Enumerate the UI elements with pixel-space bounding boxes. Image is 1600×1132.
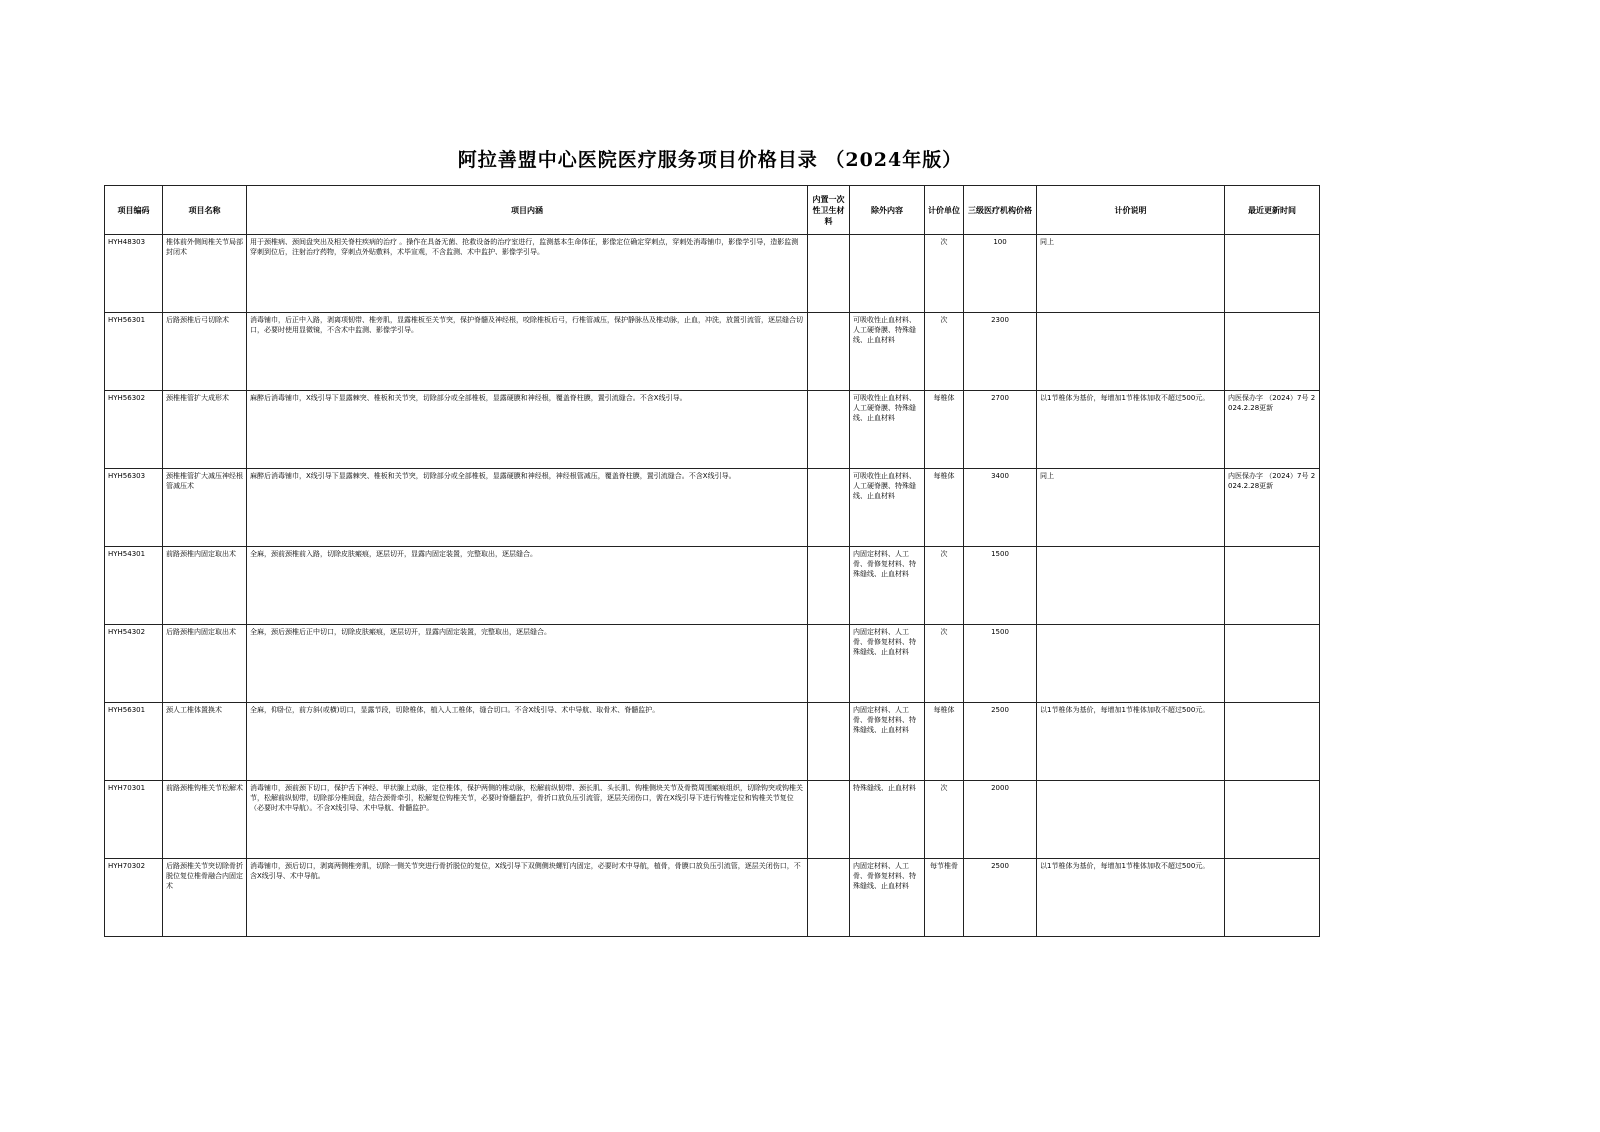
- cell-exclude: 内固定材料、人工骨、骨修复材料、特殊缝线、止血材料: [850, 547, 925, 625]
- column-header-supplies: 内置一次性卫生材料: [808, 186, 850, 235]
- cell-content: 全麻，颈前颈椎前入路，切除皮肤瘢痕，逐层切开，显露内固定装置，完整取出，逐层缝合。: [247, 547, 808, 625]
- column-header-exclude: 除外内容: [850, 186, 925, 235]
- cell-code: HYH70302: [105, 859, 163, 937]
- cell-unit: 每椎体: [925, 469, 964, 547]
- cell-unit: 次: [925, 781, 964, 859]
- cell-exclude: 特殊缝线、止血材料: [850, 781, 925, 859]
- cell-exclude: 可吸收性止血材料、人工硬脊膜、特殊缝线、止血材料: [850, 469, 925, 547]
- cell-supplies: [808, 313, 850, 391]
- cell-name: 后路颈椎关节突切除骨折脱位复位椎骨融合内固定术: [163, 859, 247, 937]
- cell-supplies: [808, 625, 850, 703]
- table-row: [105, 235, 1320, 313]
- cell-exclude: 内固定材料、人工骨、骨修复材料、特殊缝线、止血材料: [850, 625, 925, 703]
- cell-unit: 次: [925, 547, 964, 625]
- cell-price: 1500: [964, 547, 1037, 625]
- cell-unit: 次: [925, 313, 964, 391]
- cell-supplies: [808, 235, 850, 313]
- cell-code: HYH70301: [105, 781, 163, 859]
- cell-price: 2500: [964, 703, 1037, 781]
- cell-exclude: 内固定材料、人工骨、骨修复材料、特殊缝线、止血材料: [850, 703, 925, 781]
- cell-note: [1037, 625, 1225, 703]
- cell-updated: [1225, 235, 1320, 313]
- column-header-price: 三级医疗机构价格: [964, 186, 1037, 235]
- cell-updated: [1225, 625, 1320, 703]
- cell-price: 2700: [964, 391, 1037, 469]
- cell-supplies: [808, 547, 850, 625]
- column-header-note: 计价说明: [1037, 186, 1225, 235]
- cell-name: 颈椎椎管扩大减压神经根管减压术: [163, 469, 247, 547]
- cell-name: 颈人工椎体置换术: [163, 703, 247, 781]
- cell-name: 颈椎椎管扩大成形术: [163, 391, 247, 469]
- cell-name: 前路颈椎钩椎关节松解术: [163, 781, 247, 859]
- cell-code: HYH56301: [105, 703, 163, 781]
- cell-name: 后路颈椎内固定取出术: [163, 625, 247, 703]
- price-table: [104, 185, 1320, 937]
- cell-supplies: [808, 781, 850, 859]
- cell-updated: [1225, 859, 1320, 937]
- cell-code: HYH56302: [105, 391, 163, 469]
- cell-exclude: 内固定材料、人工骨、骨修复材料、特殊缝线、止血材料: [850, 859, 925, 937]
- cell-name: 后路颈椎后弓切除术: [163, 313, 247, 391]
- cell-supplies: [808, 469, 850, 547]
- cell-updated: [1225, 781, 1320, 859]
- table-row: [105, 469, 1320, 547]
- column-header-name: 项目名称: [163, 186, 247, 235]
- cell-supplies: [808, 859, 850, 937]
- cell-price: 2300: [964, 313, 1037, 391]
- cell-content: 用于颈椎病、颈间盘突出及相关脊柱疾病的治疗 。操作在具备无菌、抢救设备的治疗室进行，监测基本生命体征，影像定位确定穿刺点，穿刺处消毒铺巾，影像学引导，造影监测穿刺到位后，注射治疗药物，穿刺点外贴敷料，术毕宣观，不含监测、术中监护、影像学引导。: [247, 235, 808, 313]
- cell-code: HYH56303: [105, 469, 163, 547]
- table-row: [105, 547, 1320, 625]
- cell-name: 椎体前外侧间椎关节局部封闭术: [163, 235, 247, 313]
- cell-note: 以1节椎体为基价，每增加1节椎体加收不超过500元。: [1037, 703, 1225, 781]
- page-title: 阿拉善盟中心医院医疗服务项目价格目录 （2024年版）: [457, 149, 963, 171]
- cell-name: 前路颈椎内固定取出术: [163, 547, 247, 625]
- column-header-updated: 最近更新时间: [1225, 186, 1320, 235]
- cell-updated: 内医保办字 （2024）7号 2024.2.28更新: [1225, 469, 1320, 547]
- cell-note: 以1节椎体为基价，每增加1节椎体加收不超过500元。: [1037, 859, 1225, 937]
- cell-content: 全麻，颈后颈椎后正中切口，切除皮肤瘢痕，逐层切开，显露内固定装置，完整取出，逐层缝合。: [247, 625, 808, 703]
- column-header-content: 项目内涵: [247, 186, 808, 235]
- cell-price: 3400: [964, 469, 1037, 547]
- cell-exclude: [850, 235, 925, 313]
- cell-updated: 内医保办字 （2024）7号 2024.2.28更新: [1225, 391, 1320, 469]
- table-row: [105, 625, 1320, 703]
- cell-note: 同上: [1037, 235, 1225, 313]
- cell-content: 消毒铺巾，颈前颈下切口，保护舌下神经、甲状腺上动脉，定位椎体，保护两侧的椎动脉，松解前纵韧带、颈长肌、头长肌、钩椎侧块关节及骨赘周围瘢痕组织，切除钩突或钩椎关节，松解前纵韧带，切除部分椎间盘，结合颈骨牵引，松解复位钩椎关节，必要时脊髓监护，骨折口放负压引流管，逐层关闭伤口，需在X线引导下进行钩椎定位和钩椎关节复位（必要时术中导航）。不含X线引导、术中导航、骨髓监护。: [247, 781, 808, 859]
- cell-updated: [1225, 703, 1320, 781]
- table-header-row: [105, 186, 1320, 235]
- cell-supplies: [808, 703, 850, 781]
- table-row: [105, 391, 1320, 469]
- cell-unit: 每节椎骨: [925, 859, 964, 937]
- cell-note: 以1节椎体为基价，每增加1节椎体加收不超过500元。: [1037, 391, 1225, 469]
- cell-price: 2500: [964, 859, 1037, 937]
- cell-unit: 次: [925, 235, 964, 313]
- cell-content: 麻醉后消毒铺巾，X线引导下显露棘突、椎板和关节突，切除部分或全部椎板，显露硬膜和神经根，覆盖脊柱膜，置引流缝合。不含X线引导。: [247, 391, 808, 469]
- cell-exclude: 可吸收性止血材料、人工硬脊膜、特殊缝线、止血材料: [850, 391, 925, 469]
- cell-note: [1037, 781, 1225, 859]
- cell-unit: 每椎体: [925, 703, 964, 781]
- cell-content: 全麻，仰卧位，前方斜(或横)切口，显露节段，切除椎体，植入人工椎体，缝合切口。不含X线引导、术中导航、取骨术、脊髓监护。: [247, 703, 808, 781]
- cell-content: 消毒铺巾，颈后切口，剥离两侧椎旁肌，切除一侧关节突进行骨折脱位的复位，X线引导下双侧侧块螺钉内固定，必要时术中导航，植骨，骨膜口放负压引流管，逐层关闭伤口，不含X线引导、术中导航。: [247, 859, 808, 937]
- table-row: [105, 703, 1320, 781]
- cell-updated: [1225, 313, 1320, 391]
- cell-code: HYH54301: [105, 547, 163, 625]
- cell-note: [1037, 313, 1225, 391]
- cell-note: [1037, 547, 1225, 625]
- cell-unit: 每椎体: [925, 391, 964, 469]
- cell-supplies: [808, 391, 850, 469]
- cell-price: 2000: [964, 781, 1037, 859]
- table-row: [105, 859, 1320, 937]
- table-row: [105, 781, 1320, 859]
- cell-code: HYH56301: [105, 313, 163, 391]
- column-header-unit: 计价单位: [925, 186, 964, 235]
- cell-price: 1500: [964, 625, 1037, 703]
- table-row: [105, 313, 1320, 391]
- cell-code: HYH54302: [105, 625, 163, 703]
- cell-price: 100: [964, 235, 1037, 313]
- column-header-code: 项目编码: [105, 186, 163, 235]
- cell-content: 消毒铺巾，后正中入路，剥离项韧带、椎旁肌，显露椎板至关节突，保护脊髓及神经根，咬除椎板后弓，行椎管减压，保护静脉丛及椎动脉，止血，冲洗，放置引流管，逐层缝合切口，必要时使用显微镜，不含术中监测、影像学引导。: [247, 313, 808, 391]
- cell-note: 同上: [1037, 469, 1225, 547]
- cell-content: 麻醉后消毒铺巾，X线引导下显露棘突、椎板和关节突，切除部分或全部椎板，显露硬膜和神经根，神经根管减压，覆盖脊柱膜，置引流缝合。不含X线引导。: [247, 469, 808, 547]
- cell-updated: [1225, 547, 1320, 625]
- cell-code: HYH48303: [105, 235, 163, 313]
- cell-exclude: 可吸收性止血材料、人工硬脊膜、特殊缝线、止血材料: [850, 313, 925, 391]
- cell-unit: 次: [925, 625, 964, 703]
